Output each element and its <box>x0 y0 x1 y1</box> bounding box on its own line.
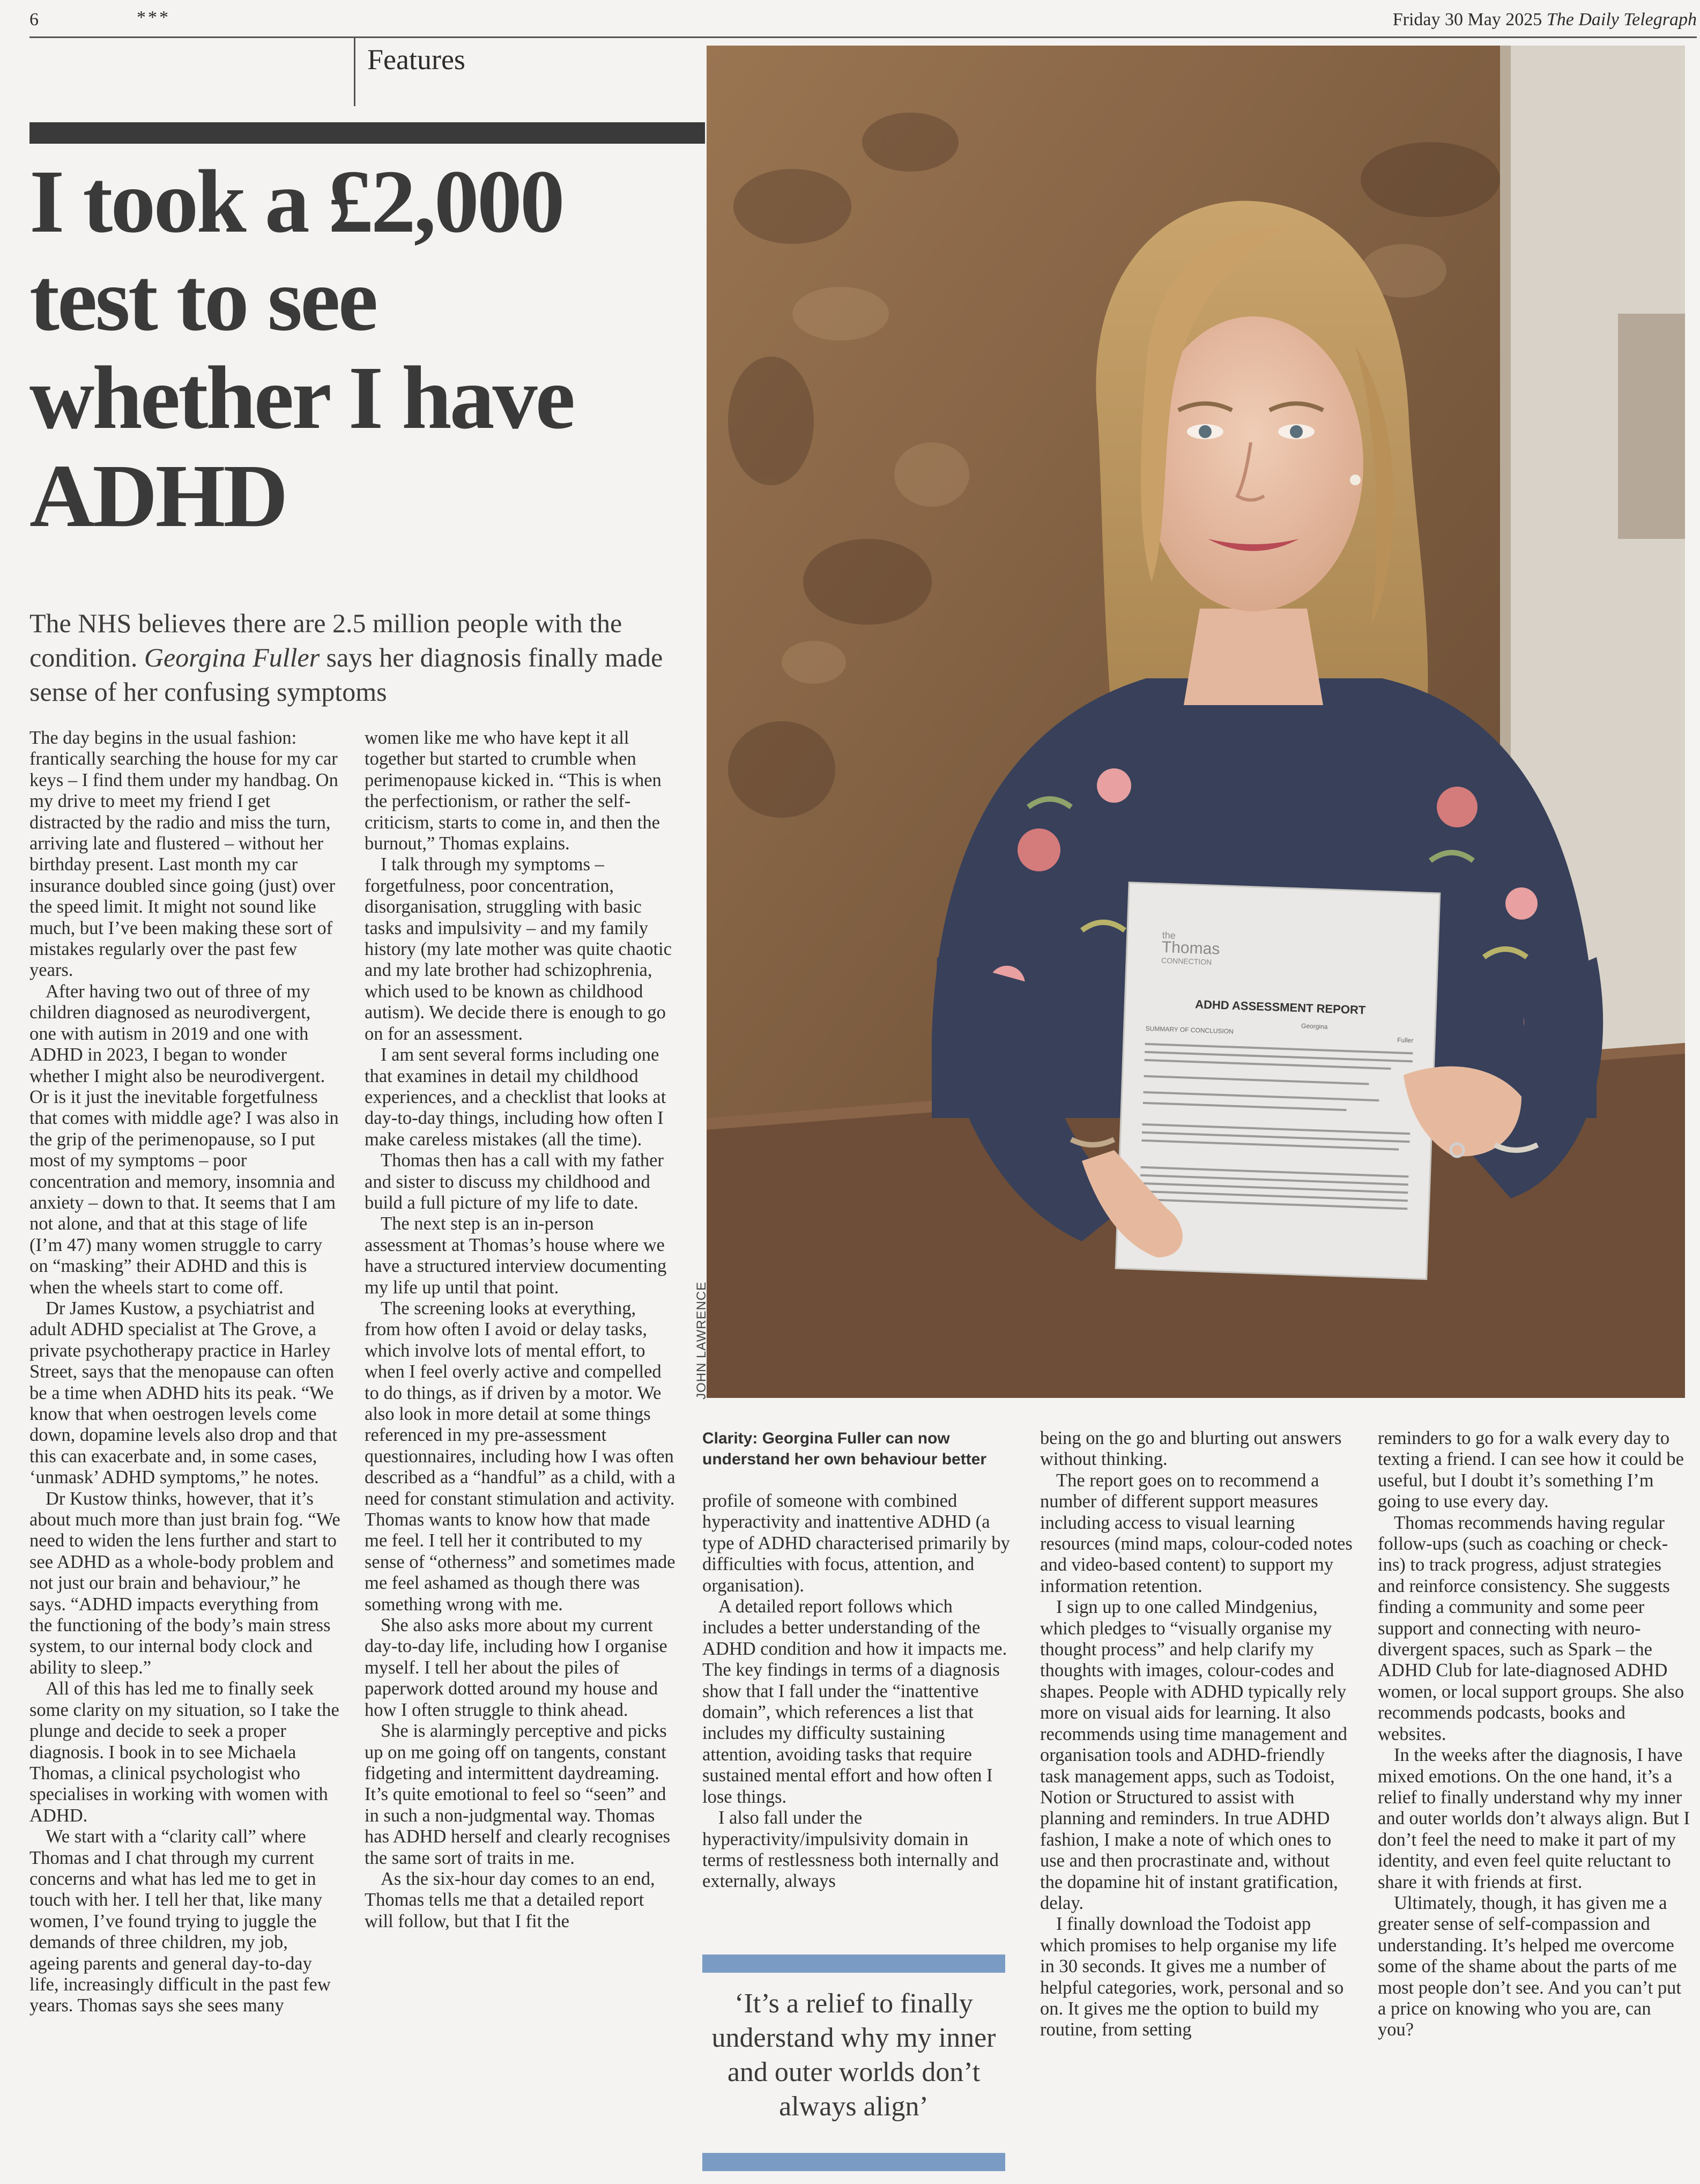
pull-quote: ‘It’s a relief to finally understand why my inner and outer worlds don’t always align’ <box>711 1988 996 2122</box>
report-summary-heading: SUMMARY OF CONCLUSION <box>1145 1024 1234 1035</box>
feature-photo <box>707 46 1685 1398</box>
dateline <box>1393 10 1697 30</box>
page-number: 6 <box>29 10 39 29</box>
paragraph: women like me who have kept it all together but started to crumble when perimenopause kicked in. “This is when the perfectionism, or rather the self-criticism, starts to come in, and then the burnout,” Thomas explains. <box>365 728 662 854</box>
body-column-1 <box>29 728 340 2175</box>
section-divider <box>354 36 355 106</box>
pull-quote-bar-top <box>702 1955 1005 1973</box>
paragraph: After having two out of three of my children diagnosed as neurodivergent, one with autism in 2019 and one with ADHD in 2023, I began to wonder whether I might also be neurodivergent. Or is it just the inevitable forgetfulness that comes with middle age? I was also in the grip of the perimenopause, so I put most of my symptoms – poor concentration and memory, insomnia and anxiety – down to that. It seems that I am not alone, and that at this stage of life (I’m 47) many women struggle to carry on “masking” their ADHD and this is when the wheels start to come off. <box>29 981 339 1298</box>
paragraph: She also asks more about my current day-to-day life, including how I organise myself. I tell her about the piles of paperwork dotted around my house and how I often struggle to think ahead. <box>365 1615 667 1720</box>
body-column-3 <box>702 1491 1013 1936</box>
paragraph: Thomas then has a call with my father and sister to discuss my childhood and build a full picture of my life to date. <box>365 1150 664 1213</box>
paragraph: I am sent several forms including one that examines in detail my childhood experiences, and a checklist that looks at day-to-day things, including how often I make careless mistakes (all the time). <box>365 1045 666 1150</box>
standfirst-tail: says her diagnosis finally made sense of her confusing symptoms <box>29 642 663 707</box>
report-logo: Thomas <box>1161 938 1220 958</box>
photo-caption: Clarity: Georgina Fuller can now understand her own behaviour better <box>702 1430 987 1468</box>
paragraph: The next step is an in-person assessment at Thomas’s house where we have a structured interview documenting my life up until that point. <box>365 1213 667 1298</box>
paragraph: A detailed report follows which includes a better understanding of the ADHD condition and how it impacts me. The key findings in terms of a diagnosis show that I fall under the “inattentive domain”, which references a list that includes my difficulty sustaining attention, avoiding tasks that require sustained mental effort and how often I lose things. <box>702 1596 1007 1807</box>
report-surname: Fuller <box>1397 1036 1414 1045</box>
section-label: Features <box>367 43 465 76</box>
paragraph: The screening looks at everything, from how often I avoid or delay tasks, which involve lots of mental effort, to when I feel overly active and compelled to do things, as if driven by a motor. We also look in more detail at some things referenced in my pre-assessment questionnaires, including how I was often described as a “handful” as a child, with a need for constant stimulation and activity. Thomas wants to know how that made me feel. I tell her it contributed to my sense of “otherness” and sometimes made me feel ashamed as though there was something wrong with me. <box>365 1298 675 1615</box>
paragraph: Dr James Kustow, a psychiatrist and adult ADHD specialist at The Grove, a private psychotherapy practice in Harley Street, says that the menopause can often be a time when ADHD hits its peak. “We know that when oestrogen levels come down, dopamine levels also drop and that this can exacerbate and, in some cases, ‘unmask’ ADHD symptoms,” he notes. <box>29 1298 337 1488</box>
paragraph: As the six-hour day comes to an end, Thomas tells me that a detailed report will follow, but that I fit the <box>365 1868 655 1931</box>
paragraph: She is alarmingly perceptive and picks up on me going off on tangents, constant fidgeting and intermittent daydreaming. It’s quite emotional to feel so “seen” and in such a non-judgmental way. Thomas has ADHD herself and clearly recognises the same sort of traits in me. <box>365 1721 671 1868</box>
paragraph: I finally download the Todoist app which promises to help organise my life in 30 seconds. It gives me a number of helpful categories, work, personal and so on. It gives me the option to build my routine, from setting <box>1040 1914 1344 2040</box>
paragraph: profile of someone with combined hyperactivity and inattentive ADHD (a type of ADHD characterised primarily by difficulties with focus, attention, and organisation). <box>702 1491 1010 1596</box>
report-logo-sub: CONNECTION <box>1161 956 1212 967</box>
photo-credit: JOHN LAWRENCE <box>694 1281 709 1400</box>
body-column-5 <box>1378 1428 1691 2179</box>
headline-bar <box>29 122 705 144</box>
standfirst-lead: The NHS believes there are 2.5 million people with the condition. <box>29 608 622 672</box>
paragraph: Dr Kustow thinks, however, that it’s about much more than just brain fog. “We need to widen the lens further and start to see ADHD as a whole-body problem and not just our brain and behaviour,” he says. “ADHD impacts everything from the functioning of the body’s main stress system, to our internal body clock and ability to sleep.” <box>29 1488 340 1678</box>
folio-bar <box>29 4 1697 38</box>
paragraph: The report goes on to recommend a number of different support measures including access to visual learning resources (mind maps, colour-coded notes and video-based content) to support my information retention. <box>1040 1470 1353 1596</box>
standfirst <box>29 606 684 709</box>
pull-quote-bar-bottom <box>702 2153 1005 2171</box>
paragraph: I sign up to one called Mindgenius, which pledges to “visually organise my thought process” and help clarify my thoughts with images, colour-codes and shapes. People with ADHD typically rely more on visual aids for learning. It also recommends using time management and organisation tools and ADHD-friendly task management apps, such as Todoist, Notion or Structured to assist with planning and reminders. In true ADHD fashion, I make a note of which ones to use and then procrastinate and, without the dopamine hit of instant gratification, delay. <box>1040 1597 1347 1913</box>
body-column-4 <box>1040 1428 1354 2179</box>
author-name: Georgina Fuller <box>144 642 320 672</box>
report-title: ADHD ASSESSMENT REPORT <box>1194 997 1366 1017</box>
photo-illustration <box>707 46 1685 1398</box>
paragraph: Thomas recommends having regular follow-ups (such as coaching or check-ins) to track progress, adjust strategies and reinforce consistency. She suggests finding a community and some peer support and connecting with neuro-divergent spaces, such as Spark – the ADHD Club for late-diagnosed ADHD women, or local support groups. She also recommends podcasts, books and websites. <box>1378 1512 1684 1744</box>
paragraph: The day begins in the usual fashion: frantically searching the house for my car keys – I find them under my handbag. On my drive to meet my friend I get distracted by the radio and miss the turn, arriving late and flustered – without her birthday present. Last month my car insurance doubled since going (just) over the speed limit. It might not sound like much, but I’ve been making these sort of mistakes regularly over the past few years. <box>29 728 338 981</box>
report-logo-top: the <box>1162 929 1176 941</box>
report-name: Georgina <box>1301 1022 1328 1031</box>
paragraph: I also fall under the hyperactivity/impulsivity domain in terms of restlessness both internally and externally, always <box>702 1808 999 1892</box>
headline: I took a £2,000 test to see whether I have ADHD <box>29 152 574 546</box>
paragraph: In the weeks after the diagnosis, I have mixed emotions. On the one hand, it’s a relief to finally understand why my inner and outer worlds don’t always align. But I don’t feel the need to make it part of my identity, and even feel quite reluctant to share it with friends at first. <box>1378 1745 1690 1892</box>
edition-stars: *** <box>137 8 170 27</box>
issue-date: Friday 30 May 2025 <box>1392 10 1542 29</box>
paragraph: Ultimately, though, it has given me a greater sense of self-compassion and understanding. It’s helped me overcome some of the shame about the parts of me most people don’t see. And you can’t put a price on knowing who you are, can you? <box>1378 1892 1681 2040</box>
paragraph: I talk through my symptoms – forgetfulness, poor concentration, disorganisation, struggling with basic tasks and impulsivity – and my family history (my late mother was quite chaotic and my late brother had schizophrenia, which used to be known as childhood autism). We decide there is enough to go on for an assessment. <box>365 854 672 1044</box>
paragraph: We start with a “clarity call” where Thomas and I chat through my current concerns and what has led me to get in touch with her. I tell her that, like many women, I’ve found trying to juggle the demands of three children, my job, ageing parents and general day-to-day life, increasingly difficult in the past few years. Thomas says she sees many <box>29 1826 331 2016</box>
body-column-2 <box>365 728 675 2175</box>
paragraph: reminders to go for a walk every day to texting a friend. I can see how it could be useful, but I doubt it’s something I’m going to use every day. <box>1378 1428 1684 1512</box>
publication-name: The Daily Telegraph <box>1546 10 1697 29</box>
paragraph: being on the go and blurting out answers without thinking. <box>1040 1428 1342 1470</box>
paragraph: All of this has led me to finally seek some clarity on my situation, so I take the plunge and decide to seek a proper diagnosis. I book in to see Michaela Thomas, a clinical psychologist who specialises in working with women with ADHD. <box>29 1678 339 1826</box>
